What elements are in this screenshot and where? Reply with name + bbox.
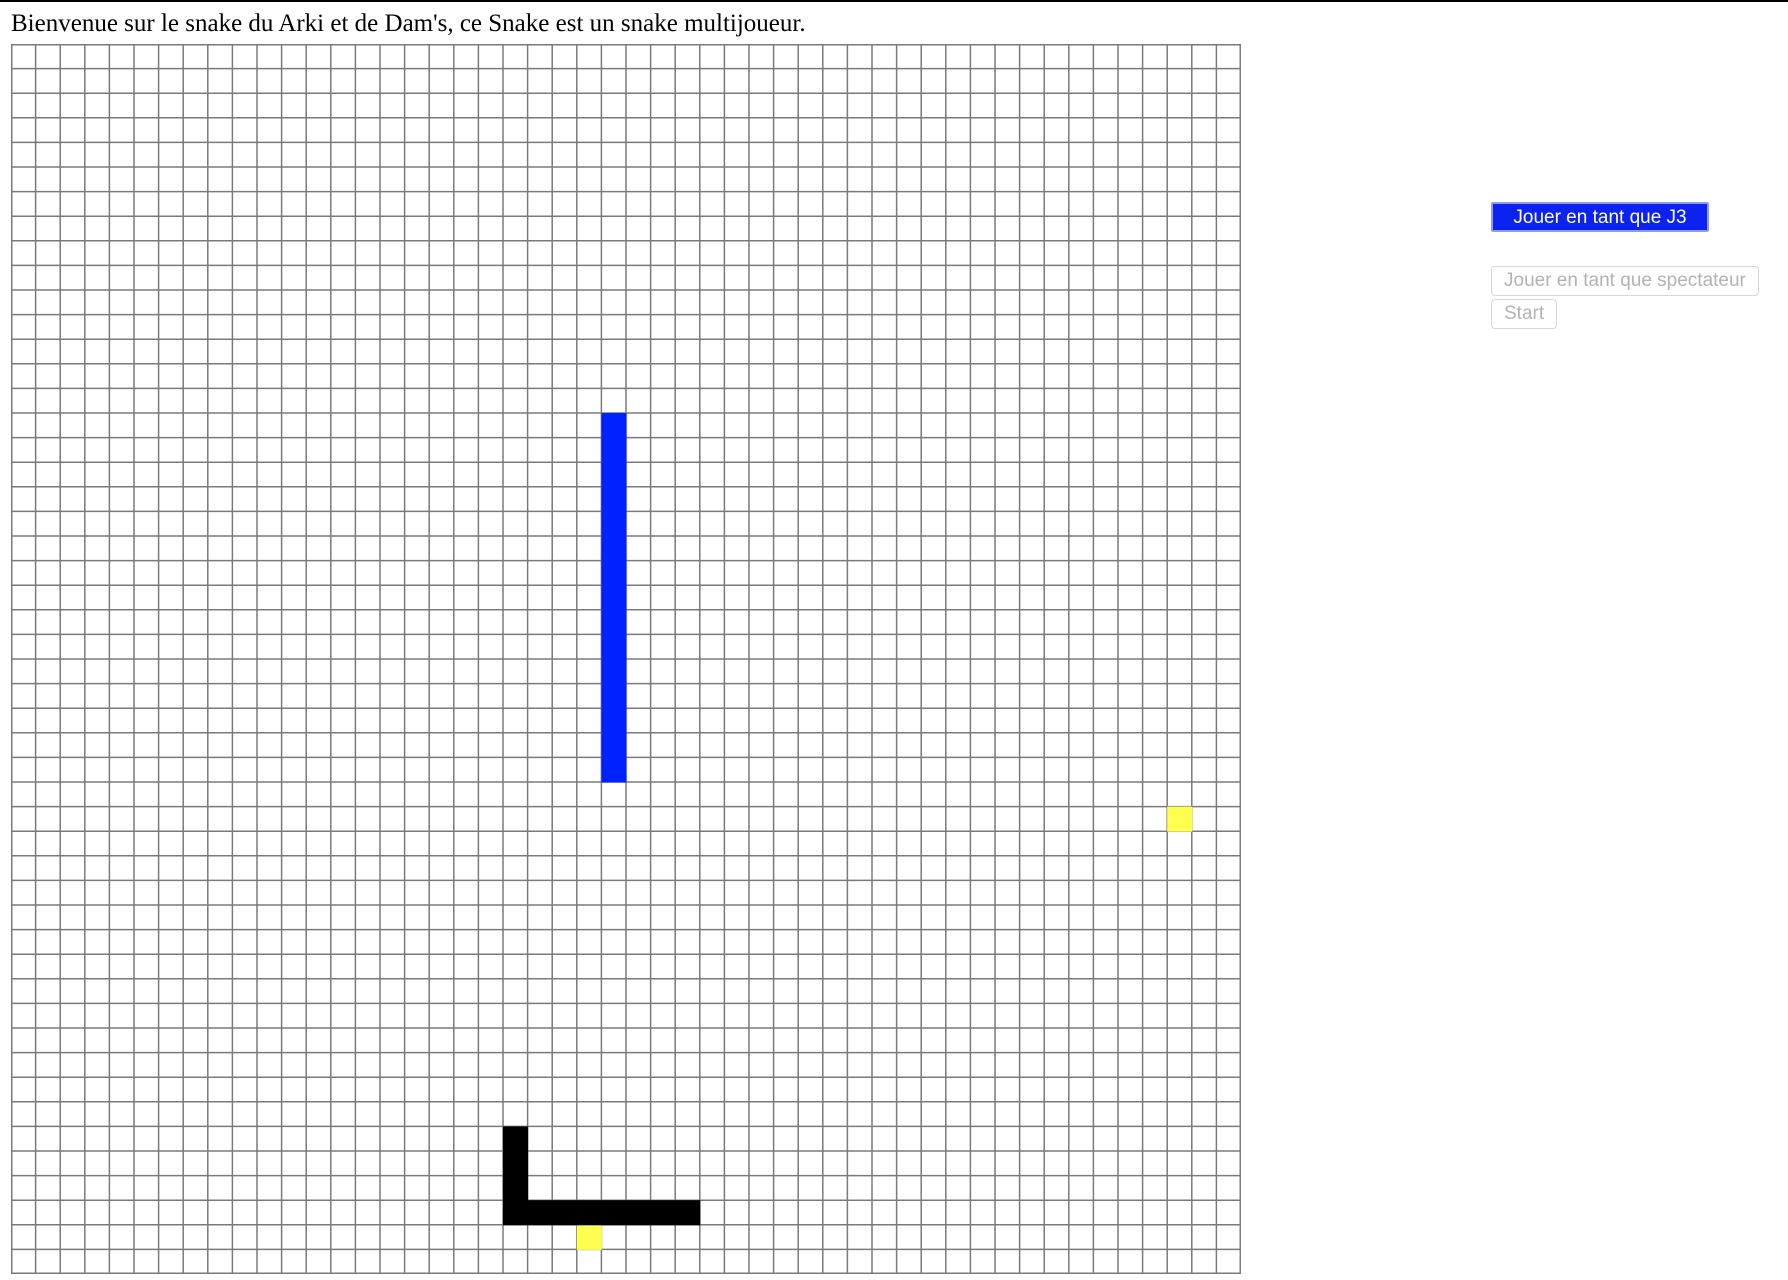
game-board[interactable]: [11, 44, 1241, 1274]
blue-snake-segment: [601, 511, 626, 536]
black-snake-segment: [503, 1151, 528, 1176]
blue-snake-segment: [601, 659, 626, 684]
play-as-spectator-button[interactable]: Jouer en tant que spectateur: [1491, 266, 1759, 296]
blue-snake-segment: [601, 413, 626, 438]
top-border: [0, 0, 1788, 2]
food-cell: [1167, 807, 1192, 832]
welcome-message: Bienvenue sur le snake du Arki et de Dam's, ce Snake est un snake multijoueur.: [11, 10, 806, 37]
blue-snake-segment: [601, 536, 626, 561]
blue-snake-segment: [601, 634, 626, 659]
black-snake-segment: [503, 1126, 528, 1151]
blue-snake-segment: [601, 462, 626, 487]
blue-snake-segment: [601, 585, 626, 610]
blue-snake-segment: [601, 561, 626, 586]
food-cell: [577, 1225, 602, 1250]
black-snake-segment: [503, 1200, 528, 1225]
black-snake-segment: [552, 1200, 577, 1225]
black-snake-segment: [577, 1200, 602, 1225]
black-snake-segment: [503, 1176, 528, 1201]
play-as-j3-button[interactable]: Jouer en tant que J3: [1491, 202, 1709, 232]
start-button[interactable]: Start: [1491, 299, 1557, 329]
black-snake-segment: [601, 1200, 626, 1225]
blue-snake-segment: [601, 610, 626, 635]
blue-snake-segment: [601, 438, 626, 463]
black-snake-segment: [675, 1200, 700, 1225]
blue-snake-segment: [601, 733, 626, 758]
black-snake-segment: [651, 1200, 676, 1225]
blue-snake-segment: [601, 757, 626, 782]
blue-snake-segment: [601, 684, 626, 709]
black-snake-segment: [626, 1200, 651, 1225]
blue-snake-segment: [601, 708, 626, 733]
black-snake-segment: [528, 1200, 553, 1225]
blue-snake-segment: [601, 487, 626, 512]
